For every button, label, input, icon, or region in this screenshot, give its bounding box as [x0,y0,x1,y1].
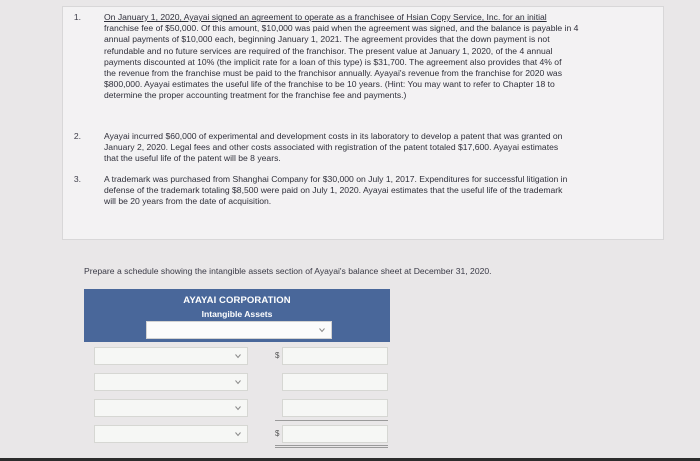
instructions-text: Prepare a schedule showing the intangible assets section of Ayayai's balance sheet at December 31, 2020. [84,266,492,276]
problem-list [62,6,664,240]
chevron-down-icon [235,353,241,359]
problem-number: 2. [73,131,81,141]
problem-line: annual payments of $10,000 each, beginning January 1, 2021. The agreement provides that the down payment is not [104,34,550,45]
problem-line: will be 20 years from the date of acquisition. [104,196,272,207]
problem-line: defense of the trademark totaling $8,500 were paid on July 1, 2020. Ayayai estimates that the useful life of the trademark [104,185,563,196]
problem-line: On January 1, 2020, Ayayai signed an agreement to operate as a franchisee of Hsian Copy Service, Inc. for an initial [104,12,547,22]
problem-line: determine the proper accounting treatment for the franchise fee and payments.) [104,90,407,101]
company-name: AYAYAI CORPORATION [183,295,291,306]
problem-line: A trademark was purchased from Shanghai Company for $30,000 on July 1, 2017. Expenditures for successful litigation in [104,174,568,184]
problem-number: 1. [73,12,81,22]
problem-line: January 2, 2020. Legal fees and other costs associated with registration of the patent totaled $17,600. Ayayai estimates [104,142,559,153]
amount-input[interactable] [282,399,388,417]
amount-input[interactable] [282,373,388,391]
date-dropdown[interactable] [146,321,332,339]
problem-line: payments discounted at 10% (the implicit rate for a loan of this type) is $31,700. The agreement also provides that 4% of [104,56,562,67]
schedule-title: Intangible Assets [201,309,273,319]
problem-text [104,131,656,165]
amount-input[interactable] [282,347,388,365]
total-double-rule [275,445,388,446]
problem-text [104,12,656,102]
schedule-header [84,289,390,342]
chevron-down-icon [235,379,241,385]
problem-text [104,174,656,208]
problem-line: $800,000. Ayayai estimates the useful life of the franchise to be 10 years. (Hint: You may want to refer to Chapter 18 to [104,79,555,90]
problem-line: the revenue from the franchise must be paid to the franchisor annually. Ayayai's revenue from the franchise for 2020 was [104,68,562,79]
account-dropdown[interactable] [94,399,248,417]
total-double-rule [275,447,388,448]
subtotal-rule [275,420,388,421]
chevron-down-icon [235,405,241,411]
dollar-sign: $ [275,351,280,360]
total-amount-input[interactable] [282,425,388,443]
dollar-sign: $ [275,429,280,438]
account-dropdown[interactable] [94,425,248,443]
chevron-down-icon [319,327,325,333]
account-dropdown[interactable] [94,373,248,391]
account-dropdown[interactable] [94,347,248,365]
problem-line: that the useful life of the patent will be 8 years. [104,153,281,164]
problem-line: franchise fee of $50,000. Of this amount, $10,000 was paid when the agreement was signed, and the balance is payable in 4 [104,23,579,34]
problem-line: Ayayai incurred $60,000 of experimental and development costs in its laboratory to develop a patent that was granted on [104,131,563,141]
chevron-down-icon [235,431,241,437]
problem-number: 3. [73,174,81,184]
problem-line: refundable and no future services are required of the franchisor. The present value at January 1, 2020, of the 4 annual [104,45,553,56]
